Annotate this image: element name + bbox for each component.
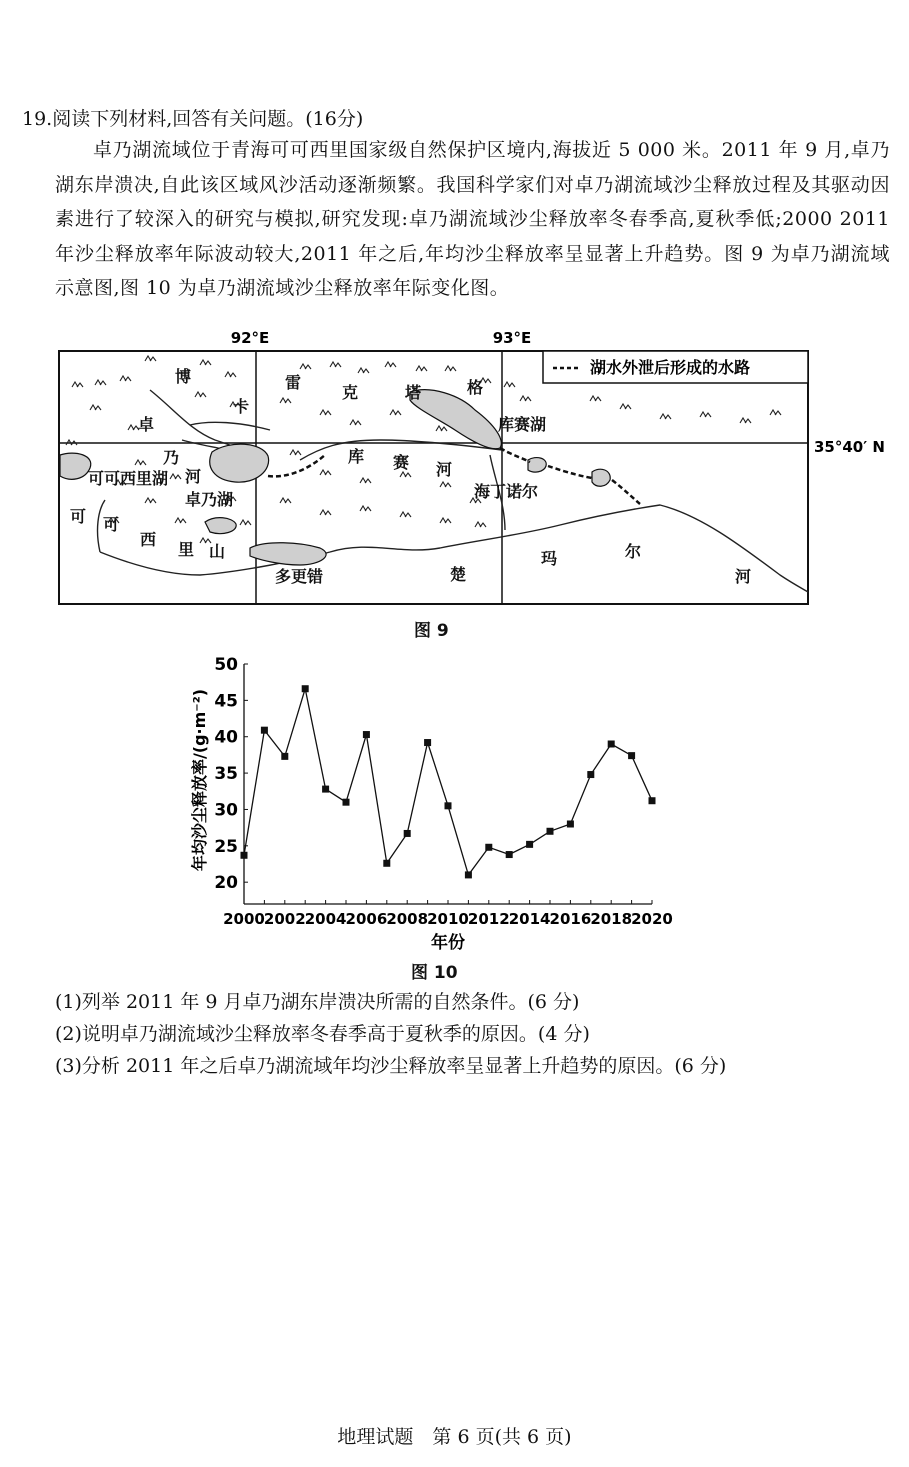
label-he1: 河 [185, 467, 202, 486]
figure-10-caption: 图 10 [411, 963, 458, 983]
page-footer: 地理试题 第 6 页(共 6 页) [337, 1426, 572, 1448]
label-shan-ke1: 可 [70, 507, 87, 526]
data-point [628, 752, 635, 759]
label-lei: 雷 [285, 373, 302, 392]
subquestion-3: (3)分析 2011 年之后卓乃湖流域年均沙尘释放率呈显著上升趋势的原因。(6 分) [55, 1055, 727, 1077]
material-paragraph: 卓乃湖流域位于青海可可西里国家级自然保护区境内,海拔近 5 000 米。2011 年 9 月,卓乃湖东岸溃决,自此该区域风沙活动逐渐频繁。我国科学家们对卓乃湖流域沙尘释放过程及其驱动因素进行了较深入的研究与模拟,研究发现:卓乃湖流域沙尘释放率冬春季高,夏秋季低;2000 2011 年沙尘释放率年际波动较大,2011 年之后,年均沙尘释放率呈显著上升趋势。图 9 为卓乃湖流域示意图,图 10 为卓乃湖流域沙尘释放率年际变化图。 [55, 139, 890, 299]
zhuonai-lake [210, 444, 269, 482]
y-tick-label: 45 [214, 691, 238, 712]
lon-92-label: 92°E [230, 329, 270, 347]
data-point [261, 727, 268, 734]
label-shan-shan: 山 [209, 542, 226, 561]
data-point [567, 821, 574, 828]
data-point [526, 841, 533, 848]
label-ku: 库 [348, 447, 365, 466]
label-kekexilihu: 可可西里湖 [88, 469, 169, 488]
label-ta: 塔 [405, 383, 422, 402]
x-tick-label: 2002 [263, 910, 306, 928]
series-line [244, 689, 652, 875]
data-point [649, 797, 656, 804]
data-point [363, 731, 370, 738]
data-point [404, 830, 411, 837]
data-point [465, 871, 472, 878]
label-duogengcuo: 多更错 [275, 567, 324, 586]
data-point [587, 771, 594, 778]
label-shan-ke2: 可 [103, 515, 120, 534]
data-point [445, 802, 452, 809]
basin-map [0, 325, 909, 615]
y-tick-label: 50 [214, 655, 238, 675]
label-shan-xi: 西 [140, 530, 157, 549]
y-axis-label: 年均沙尘释放率/(g·m⁻²) [190, 688, 209, 872]
label-chu: 楚 [450, 565, 467, 584]
y-tick-label: 35 [214, 764, 238, 785]
x-tick-label: 2004 [304, 910, 347, 928]
x-tick-label: 2010 [427, 910, 469, 928]
haidingnuoer-lake [528, 458, 546, 473]
x-tick-label: 2006 [345, 910, 388, 928]
label-nai: 乃 [163, 448, 180, 467]
lat-label: 35°40′ N [814, 438, 885, 456]
y-tick-label: 30 [214, 800, 238, 821]
dust-release-chart [0, 650, 909, 950]
question-header: 19.阅读下列材料,回答有关问题。(16分) [22, 108, 364, 130]
outflow-path [268, 448, 640, 504]
small-lake-1 [205, 518, 236, 534]
data-point [302, 685, 309, 692]
data-point [547, 828, 554, 835]
label-ma: 玛 [541, 549, 558, 568]
data-point [608, 741, 615, 748]
subquestion-2: (2)说明卓乃湖流域沙尘释放率冬春季高于夏秋季的原因。(4 分) [55, 1023, 590, 1045]
data-point [281, 753, 288, 760]
label-haidingnuoer: 海丁诺尔 [474, 482, 539, 501]
data-point [241, 852, 248, 859]
label-bo: 博 [175, 367, 192, 386]
figure-9-caption: 图 9 [414, 621, 449, 641]
duogengcuo-lake [250, 543, 326, 565]
data-point [424, 739, 431, 746]
subquestion-1: (1)列举 2011 年 9 月卓乃湖东岸溃决所需的自然条件。(6 分) [55, 991, 580, 1013]
kekexili-lake [60, 453, 91, 479]
label-ge: 格 [467, 378, 484, 397]
lon-93-label: 93°E [492, 329, 532, 347]
x-axis-label: 年份 [431, 933, 465, 950]
label-zhuo: 卓 [138, 415, 155, 434]
label-sai: 赛 [393, 453, 410, 472]
label-ka: 卡 [233, 397, 250, 416]
data-point [485, 844, 492, 851]
label-he2: 河 [436, 460, 453, 479]
small-lake-2 [592, 469, 610, 486]
label-he3: 河 [735, 567, 752, 586]
y-tick-label: 25 [214, 836, 238, 857]
x-tick-label: 2018 [590, 910, 633, 928]
label-ke: 克 [342, 383, 359, 402]
y-tick-label: 40 [214, 727, 238, 748]
chart-axes [244, 664, 652, 904]
label-kusaihu: 库赛湖 [498, 415, 547, 434]
x-tick-label: 2008 [386, 910, 429, 928]
label-zhuonaihu: 卓乃湖 [185, 490, 234, 509]
x-tick-label: 2020 [631, 910, 673, 928]
data-point [343, 799, 350, 806]
legend-label: 湖水外泄后形成的水路 [590, 358, 751, 377]
x-tick-label: 2014 [508, 910, 551, 928]
data-point [383, 860, 390, 867]
x-tick-label: 2000 [223, 910, 265, 928]
x-tick-label: 2016 [549, 910, 592, 928]
data-point [506, 851, 513, 858]
data-point [322, 786, 329, 793]
kusai-lake [410, 390, 501, 449]
series-points [241, 685, 656, 878]
y-tick-label: 20 [214, 873, 238, 894]
x-tick-label: 2012 [467, 910, 510, 928]
label-er: 尔 [625, 542, 642, 561]
label-shan-li: 里 [178, 540, 195, 559]
